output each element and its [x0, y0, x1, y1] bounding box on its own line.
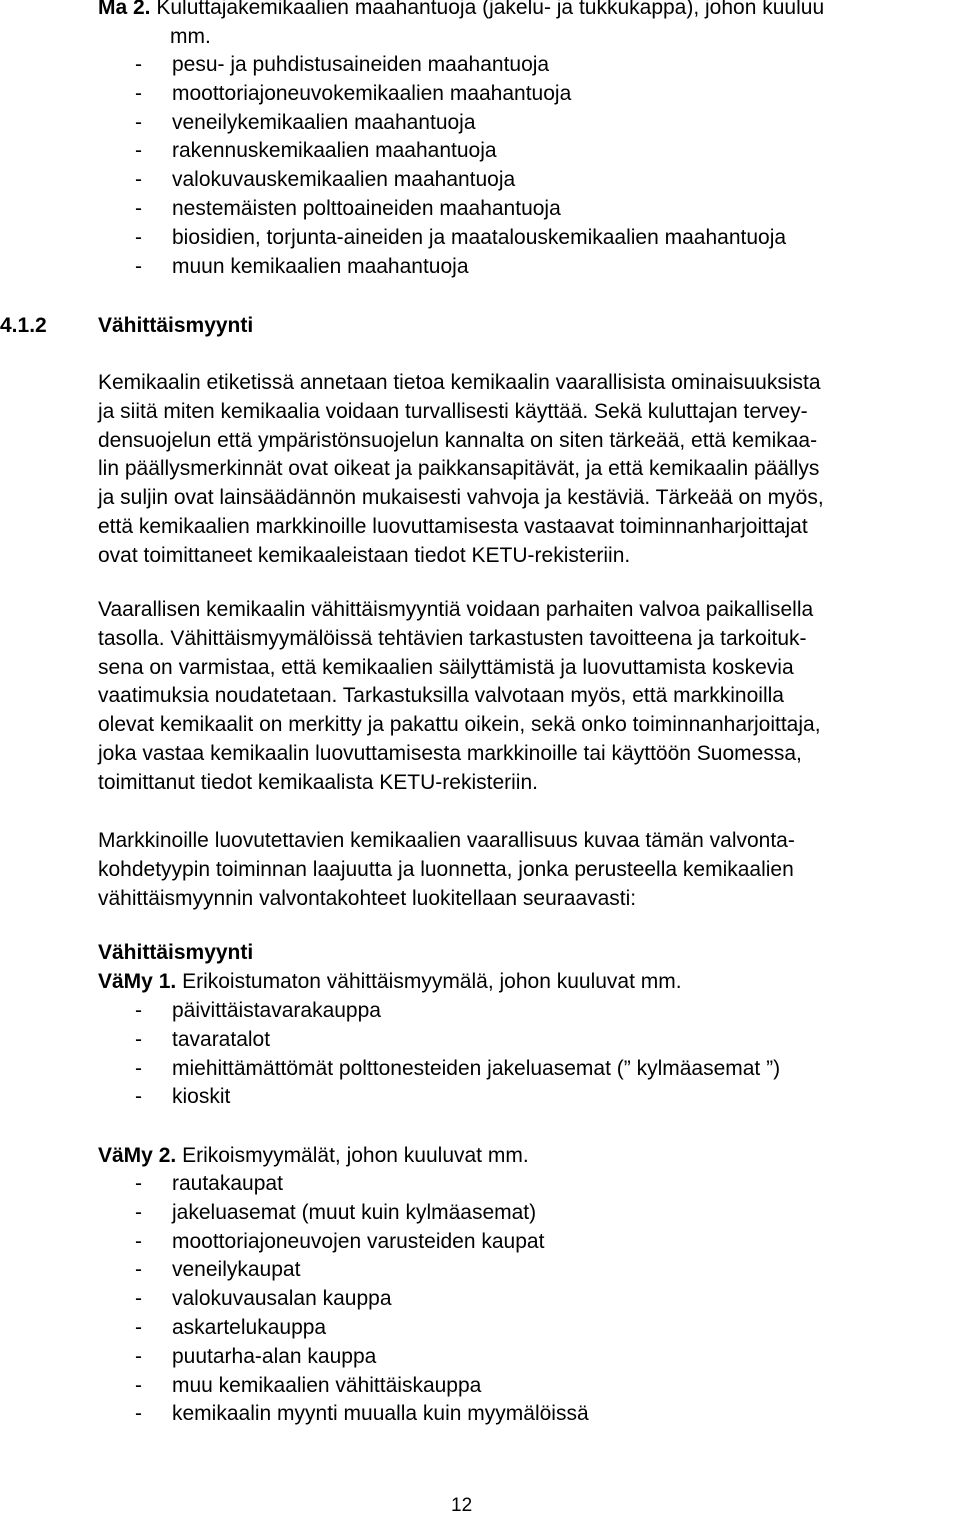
ma2-entry: [98, 0, 938, 52]
list-item-text: moottoriajoneuvojen varusteiden kaupat: [172, 1229, 545, 1253]
list-dash: -: [135, 168, 142, 192]
list-item: [97, 166, 960, 195]
list-dash: -: [135, 1085, 142, 1109]
list-item-text: puutarha-alan kauppa: [172, 1344, 377, 1368]
list-item: [97, 1372, 960, 1401]
list-item-text: rautakaupat: [172, 1172, 283, 1195]
list-item: [97, 195, 960, 224]
list-item-text: valokuvauskemikaalien maahantuoja: [172, 168, 516, 192]
list-dash: -: [135, 1344, 142, 1368]
paragraph-line: tasolla. Vähittäismyymälöissä tehtävien tarkastusten tavoitteena ja tarkoituk-: [98, 626, 807, 650]
list-item: [97, 997, 960, 1026]
list-item: [97, 1314, 960, 1343]
list-item-text: biosidien, torjunta-aineiden ja maatalouskemikaalien maahantuoja: [172, 225, 787, 249]
list-item: [97, 1055, 960, 1084]
paragraph-line: Kemikaalin etiketissä annetaan tietoa kemikaalin vaarallisista ominaisuuksista: [98, 371, 821, 394]
paragraph-line: ja suljin ovat lainsäädännön mukaisesti vahvoja ja kestäviä. Tärkeää on myös,: [98, 486, 824, 510]
list-dash: -: [135, 81, 142, 105]
list-item-text: nestemäisten polttoaineiden maahantuoja: [172, 196, 561, 220]
paragraph-3: [98, 827, 953, 913]
list-item: [97, 1083, 960, 1112]
list-item-text: muu kemikaalien vähittäiskauppa: [172, 1373, 482, 1397]
list-item-text: päivittäistavarakauppa: [172, 999, 381, 1022]
list-item-text: jakeluasemat (muut kuin kylmäasemat): [172, 1200, 537, 1224]
list-dash: -: [135, 1287, 142, 1311]
list-item: [97, 109, 960, 138]
list-item: [97, 1026, 960, 1055]
list-item-text: tavaratalot: [172, 1027, 271, 1051]
list-dash: -: [135, 1172, 142, 1195]
list-dash: -: [135, 1402, 142, 1426]
paragraph-line: joka vastaa kemikaalin luovuttamisesta markkinoille tai käyttöön Suomessa,: [98, 741, 802, 765]
list-item: [97, 1256, 960, 1285]
paragraph-line: Markkinoille luovutettavien kemikaalien vaarallisuus kuvaa tämän valvonta-: [98, 829, 795, 852]
list-dash: -: [135, 1258, 142, 1282]
vamy1-label: VäMy 1.: [98, 970, 177, 993]
list-dash: -: [135, 1229, 142, 1253]
vamy2-label: VäMy 2.: [98, 1144, 177, 1167]
list-item: [97, 1228, 960, 1257]
list-item-text: rakennuskemikaalien maahantuoja: [172, 139, 497, 163]
list-dash: -: [135, 196, 142, 220]
list-item: [97, 137, 960, 166]
list-item: [97, 253, 960, 282]
list-item: [97, 1170, 960, 1199]
paragraph-line: että kemikaalien markkinoille luovuttamisesta vastaavat toiminnanharjoittajat: [98, 514, 808, 538]
ma2-line1: [98, 0, 938, 23]
paragraph-line: vähittäismyynnin valvontakohteet luokitellaan seuraavasti:: [98, 886, 637, 910]
vamy2-text: Erikoismyymälät, johon kuuluvat mm.: [182, 1144, 529, 1167]
vamy2-list: [97, 1170, 960, 1429]
list-item: [97, 1343, 960, 1372]
ma2-list: [97, 51, 960, 281]
list-item: [97, 224, 960, 253]
paragraph-line: lin päällysmerkinnät ovat oikeat ja paikkansapitävät, ja että kemikaalin päällys: [98, 457, 820, 481]
paragraph-line: ovat toimittaneet kemikaaleistaan tiedot KETU-rekisteriin.: [98, 543, 631, 567]
paragraph-line: sena on varmistaa, että kemikaalien säilyttämistä ja luovuttamista koskevia: [98, 655, 794, 679]
list-dash: -: [135, 225, 142, 249]
list-dash: -: [135, 139, 142, 163]
page-number-text: 12: [451, 1495, 473, 1516]
ma2-label: Ma 2.: [98, 0, 151, 19]
list-dash: -: [135, 1027, 142, 1051]
paragraph-2: [98, 596, 953, 798]
section-number: 4.1.2: [0, 314, 47, 337]
list-item-text: muun kemikaalien maahantuoja: [172, 254, 469, 278]
list-dash: -: [135, 254, 142, 278]
paragraph-line: ja siitä miten kemikaalia voidaan turvallisesti käyttää. Sekä kuluttajan tervey-: [98, 399, 808, 423]
ma2-text-line1: Kuluttajakemikaalien maahantuoja (jakelu- ja tukkukappa), johon kuuluu: [156, 0, 825, 19]
list-item: [97, 80, 960, 109]
vamy1-entry: [98, 968, 960, 997]
list-item: [97, 51, 960, 80]
list-dash: -: [135, 1200, 142, 1224]
list-item-text: moottoriajoneuvokemikaalien maahantuoja: [172, 81, 572, 105]
list-item-text: pesu- ja puhdistusaineiden maahantuoja: [172, 53, 550, 76]
list-item-text: kemikaalin myynti muualla kuin myymälöissä: [172, 1402, 589, 1426]
list-dash: -: [135, 999, 142, 1022]
paragraph-line: vaatimuksia noudatetaan. Tarkastuksilla valvotaan myös, että markkinoilla: [98, 684, 784, 708]
section-title: Vähittäismyynti: [98, 314, 254, 337]
paragraph-line: Vaarallisen kemikaalin vähittäismyyntiä voidaan parhaiten valvoa paikallisella: [98, 598, 814, 621]
list-item: [97, 1400, 960, 1429]
paragraph-1: [98, 369, 953, 571]
ma2-text-line2: mm.: [170, 24, 211, 48]
list-dash: -: [135, 110, 142, 134]
retail-heading: Vähittäismyynti: [98, 941, 254, 964]
list-item-text: veneilykemikaalien maahantuoja: [172, 110, 476, 134]
list-item-text: askartelukauppa: [172, 1315, 327, 1339]
list-item: [97, 1285, 960, 1314]
paragraph-line: kohdetyypin toiminnan laajuutta ja luonnetta, jonka perusteella kemikaalien: [98, 857, 794, 881]
list-dash: -: [135, 53, 142, 76]
paragraph-line: densuojelun että ympäristönsuojelun kannalta on siten tärkeää, että kemikaa-: [98, 428, 818, 452]
vamy1-text: Erikoistumaton vähittäismyymälä, johon kuuluvat mm.: [182, 970, 682, 993]
vamy2-entry: [98, 1142, 960, 1171]
list-item-text: kioskit: [172, 1085, 231, 1109]
paragraph-line: olevat kemikaalit on merkitty ja pakattu oikein, sekä onko toiminnanharjoittaja,: [98, 713, 821, 737]
list-item-text: veneilykaupat: [172, 1258, 301, 1282]
list-item-text: miehittämättömät polttonesteiden jakeluasemat (” kylmäasemat ”): [172, 1056, 781, 1080]
list-item-text: valokuvausalan kauppa: [172, 1287, 392, 1311]
paragraph-line: toimittanut tiedot kemikaalista KETU-rekisteriin.: [98, 770, 538, 794]
list-dash: -: [135, 1315, 142, 1339]
list-item: [97, 1199, 960, 1228]
vamy1-list: [97, 997, 960, 1112]
list-dash: -: [135, 1056, 142, 1080]
list-dash: -: [135, 1373, 142, 1397]
